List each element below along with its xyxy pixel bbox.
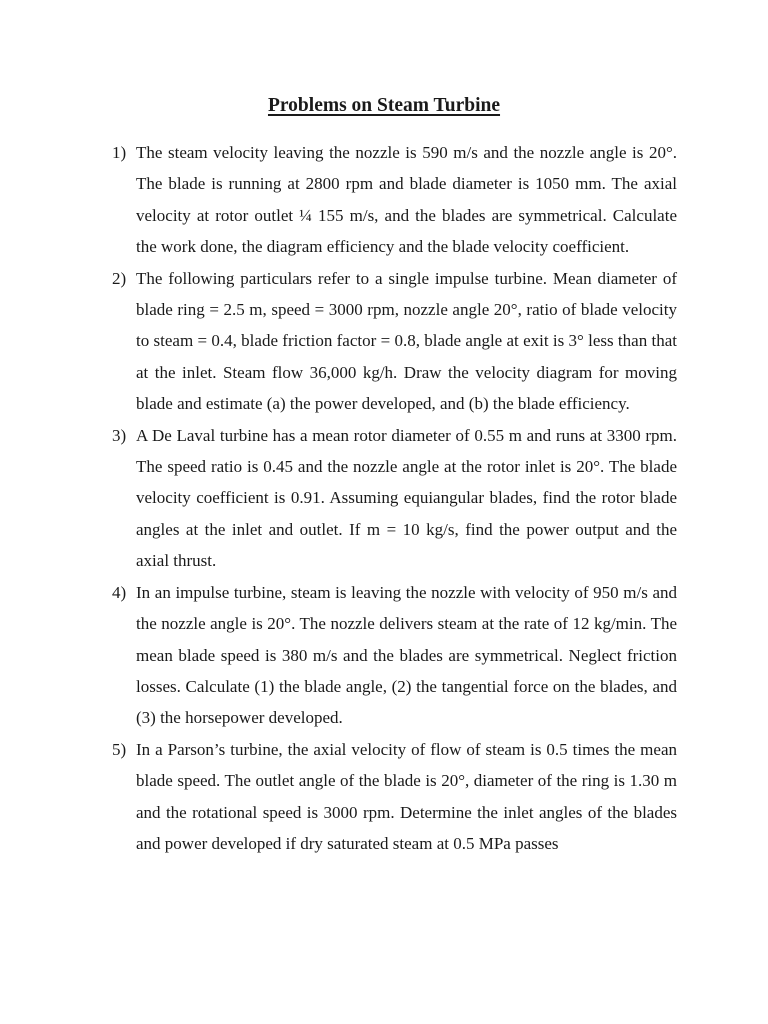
problem-list [112,137,677,859]
page-title [0,94,768,118]
problem-number: 2) [112,268,127,288]
problem-number: 4) [112,582,127,602]
problem-number: 3) [112,425,127,445]
problem-number: 1) [112,143,127,162]
problem-text: The following particulars refer to a single impulse turbine. Mean diameter of blade ring = 2.5 m, speed = 3000 rpm, nozzle angle 20°, ratio of blade velocity to steam = 0.4, blade friction factor = 0.8, blade angle at exit is 3° less than that at the inlet. Steam flow 36,000 kg/h. Draw the velocity diagram for moving blade and estimate (a) the power developed, and (b) the blade efficiency. [136,268,677,414]
problem-item-3 [112,420,677,577]
problem-item-5 [112,734,677,860]
problem-text: In an impulse turbine, steam is leaving the nozzle with velocity of 950 m/s and the nozzle angle is 20°. The nozzle delivers steam at the rate of 12 kg/min. The mean blade speed is 380 m/s and the blades are symmetrical. Neglect friction losses. Calculate (1) the blade angle, (2) the tangential force on the blades, and (3) the horsepower developed. [136,582,677,728]
problem-text: A De Laval turbine has a mean rotor diameter of 0.55 m and runs at 3300 rpm. The speed ratio is 0.45 and the nozzle angle at the rotor inlet is 20°. The blade velocity coefficient is 0.91. Assuming equiangular blades, find the rotor blade angles at the inlet and outlet. If m = 10 kg/s, find the power output and the axial thrust. [136,425,677,571]
problem-item-2 [112,263,677,420]
page-title-text: Problems on Steam Turbine [267,95,501,116]
problem-number: 5) [112,739,127,759]
problem-item-1 [112,137,677,263]
problem-text: In a Parson’s turbine, the axial velocity of flow of steam is 0.5 times the mean blade speed. The outlet angle of the blade is 20°, diameter of the ring is 1.30 m and the rotational speed is 3000 rpm. Determine the inlet angles of the blades and power developed if dry saturated steam at 0.5 MPa passes [136,739,677,853]
problem-text: The steam velocity leaving the nozzle is 590 m/s and the nozzle angle is 20°. The blade is running at 2800 rpm and blade diameter is 1050 mm. The axial velocity at rotor outlet ¼ 155 m/s, and the blades are symmetrical. Calculate the work done, the diagram efficiency and the blade velocity coefficient. [136,143,677,257]
problem-item-4 [112,577,677,734]
